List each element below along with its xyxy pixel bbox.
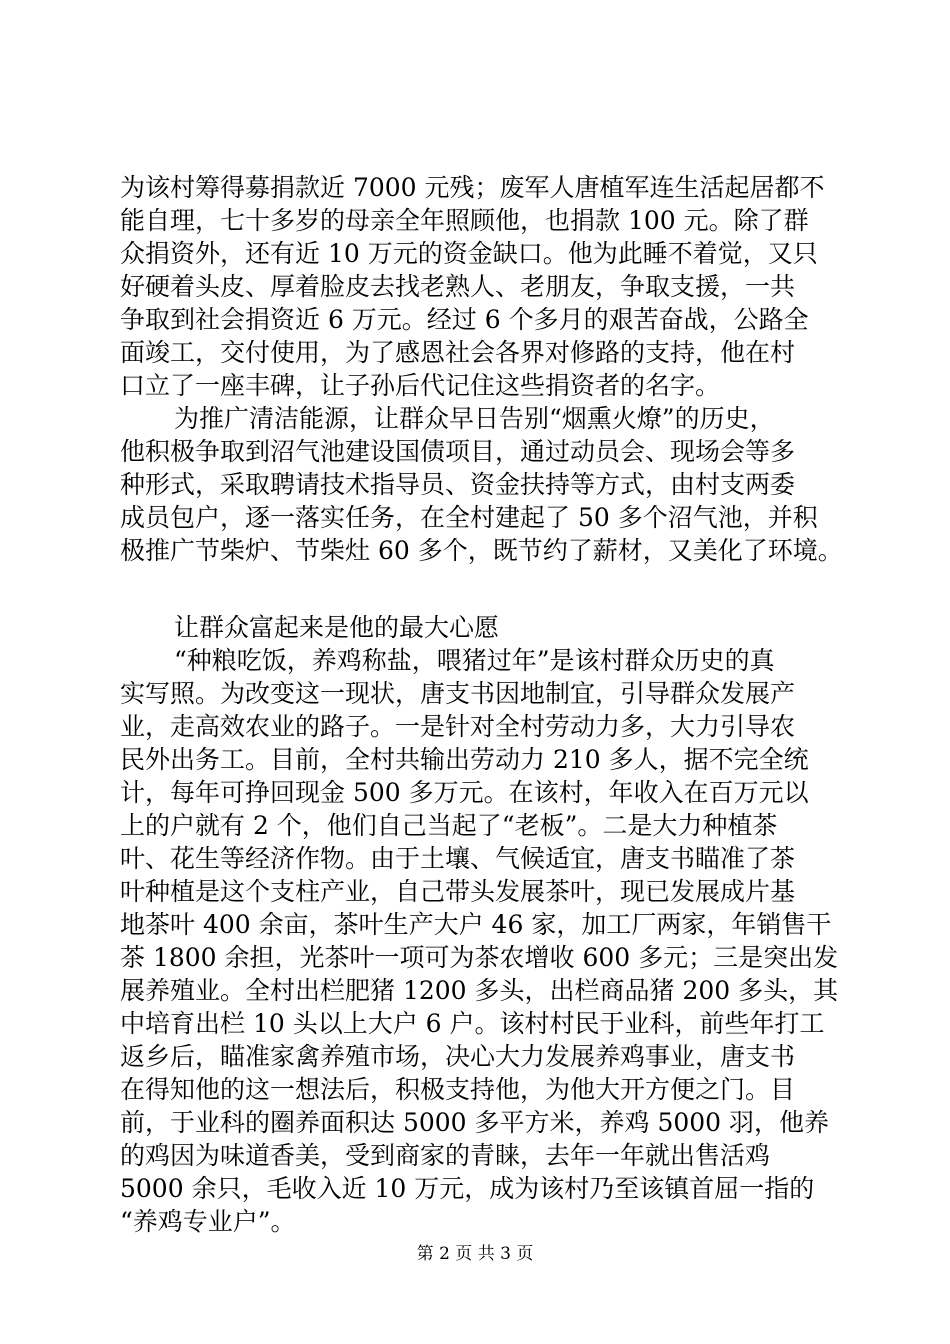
text-line: 极推广节柴炉、节柴灶 60 多个，既节约了薪材，又美化了环境。: [120, 536, 843, 565]
paragraph-fundraising: [120, 171, 832, 402]
paragraph-economy: [120, 644, 839, 1238]
text-line: “种粮吃饭，养鸡称盐，喂猪过年”是该村群众历史的真: [174, 646, 775, 675]
text-line: 茶 1800 余担，光茶叶一项可为茶农增收 600 多元；三是突出发: [120, 943, 839, 972]
text-line: 好硬着头皮、厚着脸皮去找老熟人、老朋友，争取支援，一共: [120, 272, 796, 301]
paragraph-gap: [120, 567, 832, 611]
text-line: 中培育出栏 10 头以上大户 6 户。该村村民于业科，前些年打工: [120, 1009, 825, 1038]
text-line: 展养殖业。全村出栏肥猪 1200 多头，出栏商品猪 200 多头，其: [120, 976, 839, 1005]
document-body: [120, 171, 843, 1238]
text-line: 他积极争取到沼气池建设国债项目，通过动员会、现场会等多: [120, 437, 796, 466]
text-line: 5000 余只，毛收入近 10 万元，成为该村乃至该镇首屈一指的: [120, 1174, 815, 1203]
text-line: 实写照。为改变这一现状，唐支书因地制宜，引导群众发展产: [120, 679, 796, 708]
text-line: 的鸡因为味道香美，受到商家的青睐，去年一年就出售活鸡: [120, 1141, 771, 1170]
text-line: 争取到社会捐资近 6 万元。经过 6 个多月的艰苦奋战，公路全: [120, 305, 809, 334]
text-line: 在得知他的这一想法后，积极支持他，为他大开方便之门。目: [120, 1075, 796, 1104]
text-line: “养鸡专业户”。: [120, 1207, 296, 1236]
paragraph-clean-energy: [120, 402, 843, 567]
text-line: 叶、花生等经济作物。由于土壤、气候适宜，唐支书瞄准了茶: [120, 844, 796, 873]
text-line: 地茶叶 400 余亩，茶叶生产大户 46 家，加工厂两家，年销售干: [120, 910, 832, 939]
text-line: 成员包户，逐一落实任务，在全村建起了 50 多个沼气池，并积: [120, 503, 818, 532]
text-line: 上的户就有 2 个，他们自己当起了“老板”。二是大力种植茶: [120, 811, 778, 840]
text-line: 能自理，七十多岁的母亲全年照顾他，也捐款 100 元。除了群: [120, 206, 809, 235]
text-line: 前，于业科的圈养面积达 5000 多平方米，养鸡 5000 羽，他养: [120, 1108, 830, 1137]
text-line: 叶种植是这个支柱产业，自己带头发展茶叶，现已发展成片基: [120, 877, 796, 906]
text-line: 计，每年可挣回现金 500 多万元。在该村，年收入在百万元以: [120, 778, 809, 807]
text-line: 为该村筹得募捐款近 7000 元残；废军人唐植军连生活起居都不: [120, 173, 825, 202]
text-line: 面竣工，交付使用，为了感恩社会各界对修路的支持，他在村: [120, 338, 796, 367]
text-line: 口立了一座丰碑，让子孙后代记住这些捐资者的名字。: [120, 371, 721, 400]
section-heading: 让群众富起来是他的最大心愿: [174, 613, 500, 642]
text-line: 民外出务工。目前，全村共输出劳动力 210 多人，据不完全统: [120, 745, 809, 774]
text-line: 为推广清洁能源，让群众早日告别“烟熏火燎”的历史，: [174, 404, 775, 433]
page-number-footer: 第 2 页 共 3 页: [416, 1244, 534, 1264]
text-line: 返乡后，瞄准家禽养殖市场，决心大力发展养鸡事业，唐支书: [120, 1042, 796, 1071]
text-line: 业，走高效农业的路子。一是针对全村劳动力多，大力引导农: [120, 712, 796, 741]
text-line: 种形式，采取聘请技术指导员、资金扶持等方式，由村支两委: [120, 470, 796, 499]
text-line: 众捐资外，还有近 10 万元的资金缺口。他为此睡不着觉，又只: [120, 239, 818, 268]
